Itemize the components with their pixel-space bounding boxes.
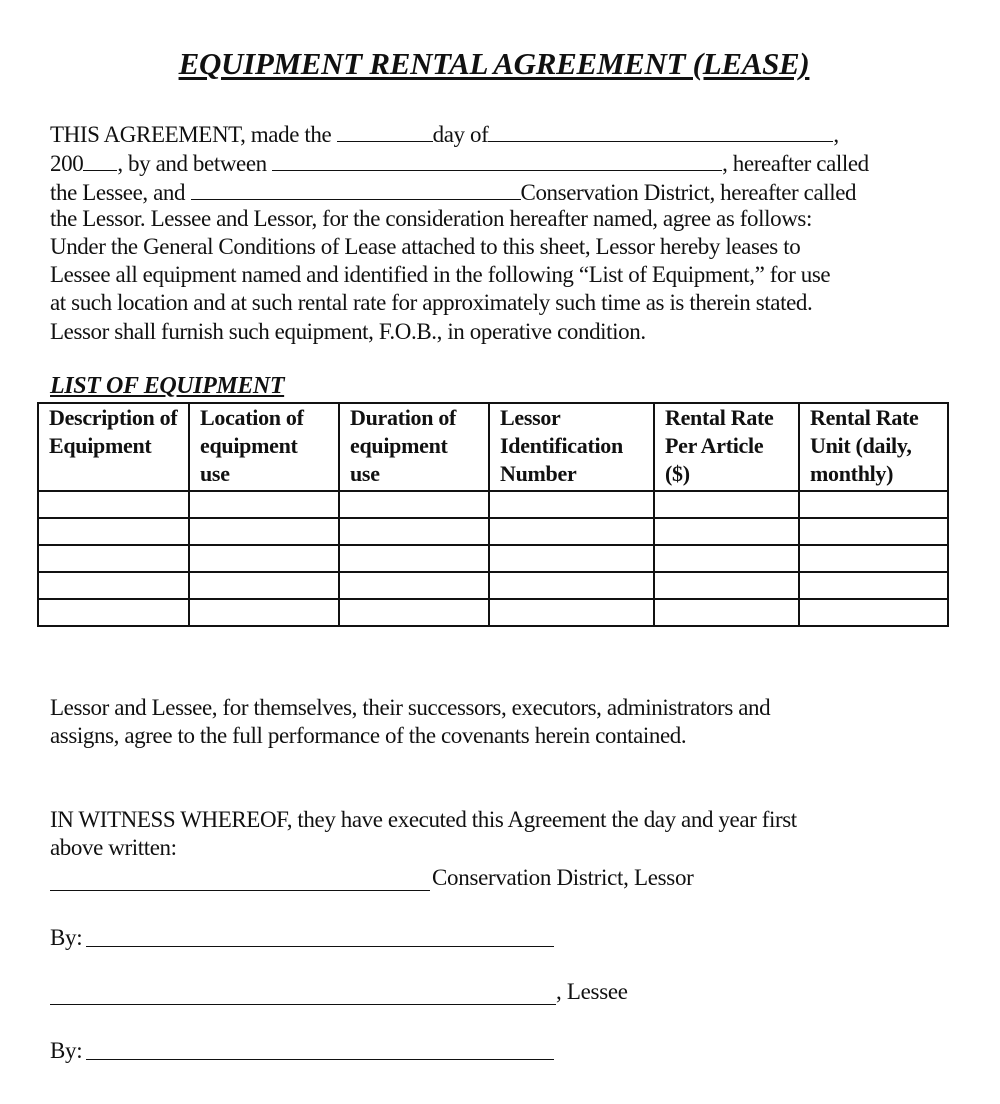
intro-text: 200: [50, 151, 84, 176]
table-cell[interactable]: [654, 599, 799, 626]
by-label: By:: [50, 925, 83, 950]
table-cell[interactable]: [189, 491, 339, 518]
table-cell[interactable]: [38, 572, 189, 599]
covenant-line-1: Lessor and Lessee, for themselves, their successors, executors, administrators and: [50, 695, 771, 720]
table-cell[interactable]: [799, 518, 948, 545]
intro-text: , hereafter called: [722, 151, 869, 176]
table-row: [38, 491, 948, 518]
intro-line-4: the Lessor. Lessee and Lessor, for the consideration hereafter named, agree as follows:: [50, 206, 812, 231]
lessee-label: , Lessee: [556, 979, 628, 1004]
lessee-signature-line[interactable]: [50, 1004, 556, 1005]
lessor-label: Conservation District, Lessor: [432, 865, 694, 890]
intro-line-8: Lessor shall furnish such equipment, F.O.B., in operative condition.: [50, 319, 646, 344]
lessor-signature-line[interactable]: [50, 890, 430, 891]
intro-line-1: [50, 119, 839, 150]
lessor-by-signature-line[interactable]: [86, 946, 554, 947]
column-header: Location of equipment use: [189, 403, 339, 491]
table-row: [38, 545, 948, 572]
day-blank[interactable]: [337, 119, 433, 142]
table-cell[interactable]: [799, 491, 948, 518]
table-cell[interactable]: [38, 518, 189, 545]
table-cell[interactable]: [489, 572, 654, 599]
table-cell[interactable]: [489, 545, 654, 572]
equipment-table: [37, 402, 949, 627]
table-cell[interactable]: [339, 572, 489, 599]
lessor-name-blank[interactable]: [191, 177, 521, 200]
table-cell[interactable]: [38, 491, 189, 518]
intro-line-6: Lessee all equipment named and identified in the following “List of Equipment,” for use: [50, 262, 831, 287]
table-cell[interactable]: [654, 518, 799, 545]
intro-line-2: [50, 148, 869, 179]
intro-line-7: at such location and at such rental rate for approximately such time as is therein stated.: [50, 290, 813, 315]
table-row: [38, 572, 948, 599]
intro-text: Conservation District, hereafter called: [520, 180, 857, 205]
table-cell[interactable]: [654, 545, 799, 572]
lessee-by-signature-line[interactable]: [86, 1059, 554, 1060]
table-cell[interactable]: [489, 491, 654, 518]
intro-text: THIS AGREEMENT, made the: [50, 122, 332, 147]
table-row: [38, 599, 948, 626]
table-cell[interactable]: [339, 545, 489, 572]
intro-text: ,: [833, 122, 839, 147]
document-title: EQUIPMENT RENTAL AGREEMENT (LEASE): [178, 46, 810, 81]
column-header: Duration of equipment use: [339, 403, 489, 491]
column-header: Rental Rate Unit (daily, monthly): [799, 403, 948, 491]
table-cell[interactable]: [799, 599, 948, 626]
table-cell[interactable]: [339, 518, 489, 545]
intro-line-5: Under the General Conditions of Lease attached to this sheet, Lessor hereby leases to: [50, 234, 801, 259]
year-blank[interactable]: [83, 148, 117, 171]
table-cell[interactable]: [189, 599, 339, 626]
column-header: Lessor Identification Number: [489, 403, 654, 491]
witness-line-2: above written:: [50, 835, 177, 860]
table-cell[interactable]: [654, 572, 799, 599]
table-header-row: [38, 403, 948, 491]
column-header: Rental Rate Per Article ($): [654, 403, 799, 491]
table-cell[interactable]: [339, 599, 489, 626]
covenant-line-2: assigns, agree to the full performance of the covenants herein contained.: [50, 723, 687, 748]
table-cell[interactable]: [189, 545, 339, 572]
table-cell[interactable]: [38, 545, 189, 572]
table-cell[interactable]: [799, 545, 948, 572]
table-cell[interactable]: [38, 599, 189, 626]
table-cell[interactable]: [189, 518, 339, 545]
column-header: Description of Equipment: [38, 403, 189, 491]
witness-line-1: IN WITNESS WHEREOF, they have executed this Agreement the day and year first: [50, 807, 797, 832]
intro-text: , by and between: [117, 151, 267, 176]
by-label: By:: [50, 1038, 83, 1063]
lessee-name-blank[interactable]: [272, 148, 722, 171]
table-row: [38, 518, 948, 545]
list-of-equipment-heading: LIST OF EQUIPMENT: [50, 373, 285, 399]
table-cell[interactable]: [489, 518, 654, 545]
table-cell[interactable]: [189, 572, 339, 599]
intro-line-3: [50, 177, 856, 208]
table-cell[interactable]: [654, 491, 799, 518]
table-cell[interactable]: [799, 572, 948, 599]
intro-text: the Lessee, and: [50, 180, 186, 205]
table-cell[interactable]: [489, 599, 654, 626]
table-cell[interactable]: [339, 491, 489, 518]
month-blank[interactable]: [488, 119, 833, 142]
intro-text: day of: [432, 122, 489, 147]
